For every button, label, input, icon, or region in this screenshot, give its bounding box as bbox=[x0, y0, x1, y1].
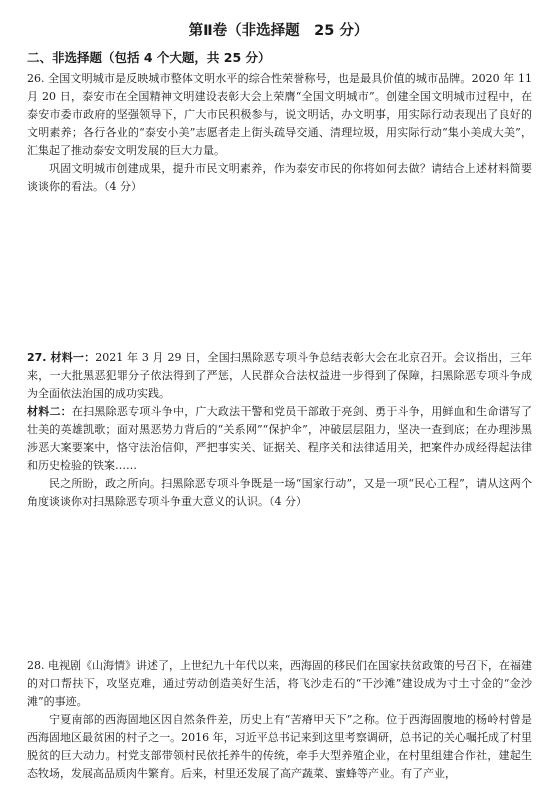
section-heading: 二、非选择题（包括 4 个大题，共 25 分） bbox=[27, 50, 271, 65]
q27-material-1 bbox=[27, 349, 532, 403]
q28-material-2: 宁夏南部的西海固地区因自然条件差，历史上有“苦瘠甲天下”之称。位于西海固腹地的杨岭村曾是西海固地区最贫困的村子之一。2016 年，习近平总书记来到这里考察调研，总书记的关心嘱托成了村里脱贫的巨大动力。村党支部带领村民依托养牛的传统，牵手大型养殖企业，在村里组建合作社，建起生态牧场，发展高品质肉牛繁育。后来，村里还发展了高产蔬菜、蜜蜂等产业。有了产业， bbox=[27, 713, 532, 780]
q27-label-2: 材料二： bbox=[27, 405, 72, 418]
page-title: 第Ⅱ卷（非选择题 25 分） bbox=[188, 23, 369, 39]
question-27 bbox=[27, 349, 532, 511]
question-26 bbox=[27, 70, 532, 196]
q26-question: 巩固文明城市创建成果，提升市民文明素养，作为泰安市民的你将如何去做？请结合上述材料简要谈谈你的看法。（4 分） bbox=[27, 162, 532, 193]
q27-material-2-text: 在扫黑除恶专项斗争中，广大政法干警和党员干部敢于亮剑、勇于斗争，用鲜血和生命谱写了壮美的英雄凯歌；面对黑恶势力背后的“关系网”“保护伞”，冲破层层阻力，坚决一查到底；在办理涉黑涉恶大案要案中，恪守法治信仰，严把事实关、证据关、程序关和法律适用关，把案件办成经得起法律和历史检验的铁案…… bbox=[27, 405, 533, 472]
q26-material: 26. 全国文明城市是反映城市整体文明水平的综合性荣誉称号，也是最具价值的城市品牌。2020 年 11 月 20 日，泰安市在全国精神文明建设表彰大会上荣膺“全国文明城市”。创建全国文明城市过程中，在泰安市委市政府的坚强领导下，广大市民积极参与，说文明话，办文明事，用实际行动表现出了良好的文明素养；各行各业的“泰安小美”志愿者走上街头疏导交通、清理垃圾，用实际行动“集小美成大美”，汇集起了推动泰安文明发展的巨大力量。 bbox=[27, 72, 532, 157]
question-28 bbox=[27, 657, 532, 783]
q27-material-1-text: 2021 年 3 月 29 日，全国扫黑除恶专项斗争总结表彰大会在北京召开。会议指出，三年来，一大批黑恶犯罪分子依法得到了严惩，人民群众合法权益进一步得到了保障，扫黑除恶专项斗争成为全面依法治国的成功实践。 bbox=[27, 351, 532, 400]
q27-label-1: 27. 材料一： bbox=[27, 351, 96, 364]
q27-material-2 bbox=[27, 403, 532, 475]
q27-question: 民之所盼，政之所向。扫黑除恶专项斗争既是一场“国家行动”，又是一项“民心工程”，请从这两个角度谈谈你对扫黑除恶专项斗争重大意义的认识。（4 分） bbox=[27, 477, 532, 508]
q28-material-1: 28. 电视剧《山海情》讲述了，上世纪九十年代以来，西海固的移民们在国家扶贫政策的号召下，在福建的对口帮扶下，攻坚克难，通过劳动创造美好生活，将飞沙走石的“干沙滩”建设成为寸土寸金的“金沙滩”的事迹。 bbox=[27, 659, 532, 708]
